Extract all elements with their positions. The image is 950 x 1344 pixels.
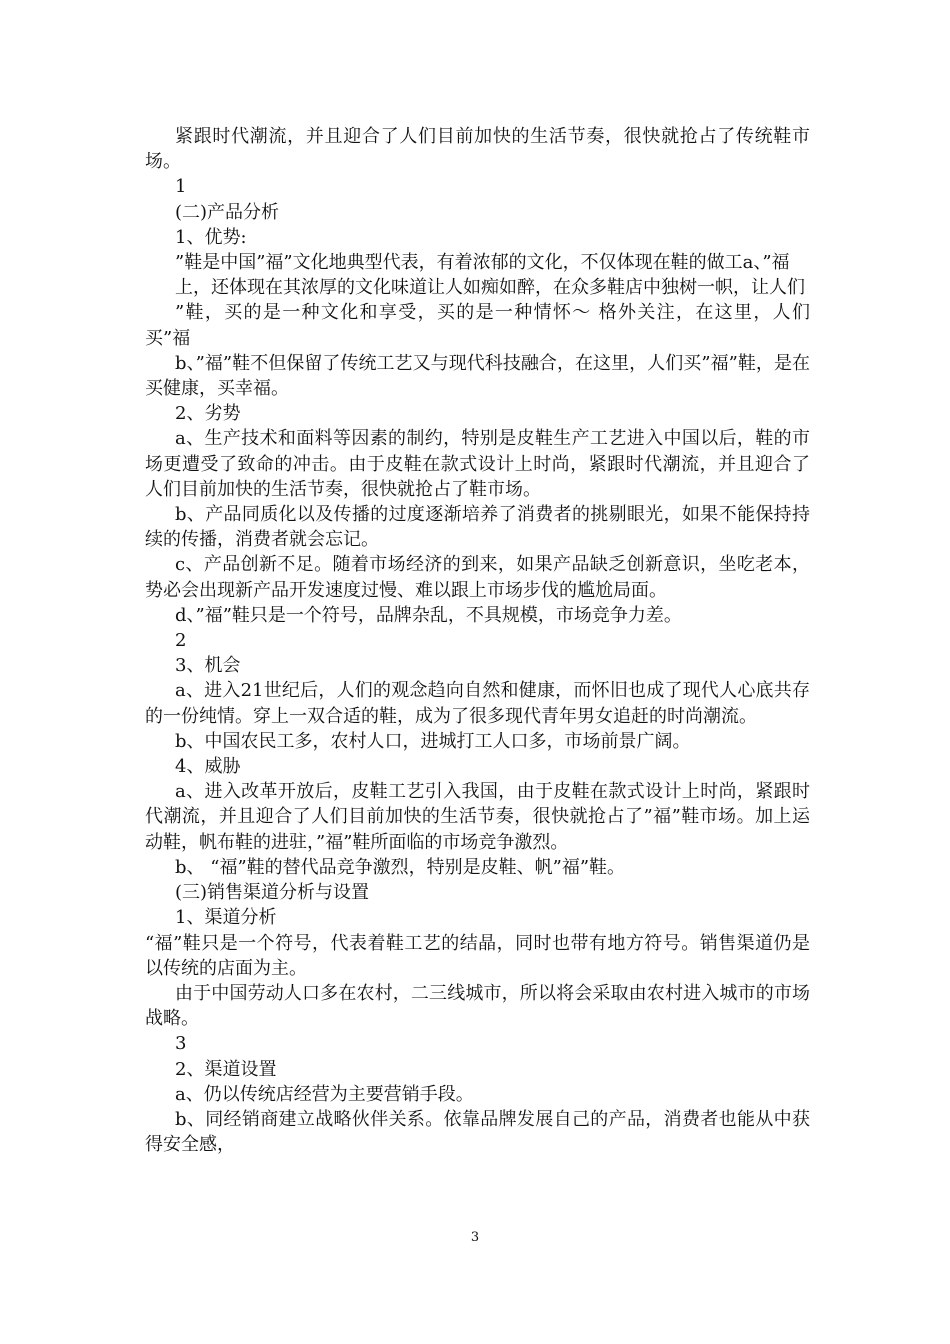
subheading-opportunities: 3、机会 xyxy=(175,655,241,677)
paragraph-strength-b: b、”福”鞋不但保留了传统工艺又与现代科技融合，在这里，人们买”福”鞋，是在买健康，买幸福。 xyxy=(145,352,810,400)
paragraph-threat-a: a、进入改革开放后，皮鞋工艺引入我国，由于皮鞋在款式设计上时尚，紧跟时代潮流，并且迎合了人们目前加快的生活节奏，很快就抢占了”福”鞋市场。加上运动鞋，帆布鞋的进驻，”福”鞋所面临的市场竞争激烈。 xyxy=(145,781,810,853)
paragraph-opportunity-b: b、中国农民工多，农村人口，进城打工人口多，市场前景广阔。 xyxy=(175,730,691,752)
page-number: 3 xyxy=(470,1230,480,1245)
paragraph-threat-b: b、 “福”鞋的替代品竞争激烈，特别是皮鞋、帆”福”鞋。 xyxy=(175,856,626,878)
subheading-strengths: 1、优势: xyxy=(175,226,247,248)
paragraph-strength-a-3: ”鞋，买的是一种文化和享受，买的是一种情怀～ 格外关注，在这里，人们买”福 xyxy=(145,302,810,349)
subheading-weaknesses: 2、劣势 xyxy=(175,403,241,425)
paragraph-channel-setup-b: b、同经销商建立战略伙伴关系。依靠品牌发展自己的产品，消费者也能从中获得安全感， xyxy=(145,1108,810,1156)
paragraph-opportunity-a: a、进入21世纪后，人们的观念趋向自然和健康，而怀旧也成了现代人心底共存的一份纯情。穿上一双合适的鞋，成为了很多现代青年男女追赶的时尚潮流。 xyxy=(145,680,810,727)
paragraph-intro: 紧跟时代潮流，并且迎合了人们目前加快的生活节奏，很快就抢占了传统鞋市场。 xyxy=(145,126,810,173)
paragraph-weakness-a: a、生产技术和面料等因素的制约，特别是皮鞋生产工艺进入中国以后，鞋的市场更遭受了致命的冲击。由于皮鞋在款式设计上时尚，紧跟时代潮流，并且迎合了人们目前加快的生活节奏，很快就抢占了鞋市场。 xyxy=(145,428,810,500)
subheading-threats: 4、威胁 xyxy=(175,756,241,778)
subheading-channel-analysis: 1、渠道分析 xyxy=(175,907,277,929)
section-heading-product-analysis: (二)产品分析 xyxy=(175,201,280,223)
document-body xyxy=(145,124,810,1157)
paragraph-strength-a-1: ”鞋是中国”福”文化地典型代表，有着浓郁的文化，不仅体现在鞋的做工a、”福 xyxy=(175,252,790,274)
footnote-marker-1: 1 xyxy=(175,176,187,198)
footnote-marker-2: 2 xyxy=(175,630,187,652)
paragraph-strength-a-2: 上，还体现在其浓厚的文化味道让人如痴如醉，在众多鞋店中独树一帜，让人们 xyxy=(175,277,805,299)
section-heading-sales-channels: (三)销售渠道分析与设置 xyxy=(175,882,370,904)
footnote-marker-3: 3 xyxy=(175,1033,187,1055)
paragraph-weakness-c: c、产品创新不足。随着市场经济的到来，如果产品缺乏创新意识，坐吃老本，势必会出现新产品开发速度过慢、难以跟上市场步伐的尴尬局面。 xyxy=(145,554,810,601)
paragraph-channel-analysis-2: 由于中国劳动人口多在农村，二三线城市，所以将会采取由农村进入城市的市场战略。 xyxy=(145,982,810,1030)
paragraph-channel-setup-a: a、仍以传统店经营为主要营销手段。 xyxy=(175,1083,474,1105)
paragraph-channel-analysis-1: “福”鞋只是一个符号，代表着鞋工艺的结晶，同时也带有地方符号。销售渠道仍是以传统的店面为主。 xyxy=(145,932,810,979)
subheading-channel-setup: 2、渠道设置 xyxy=(175,1058,277,1080)
paragraph-weakness-b: b、产品同质化以及传播的过度逐渐培养了消费者的挑剔眼光，如果不能保持持续的传播，消费者就会忘记。 xyxy=(145,504,810,551)
paragraph-weakness-d: d、”福”鞋只是一个符号，品牌杂乱，不具规模，市场竞争力差。 xyxy=(175,604,682,626)
